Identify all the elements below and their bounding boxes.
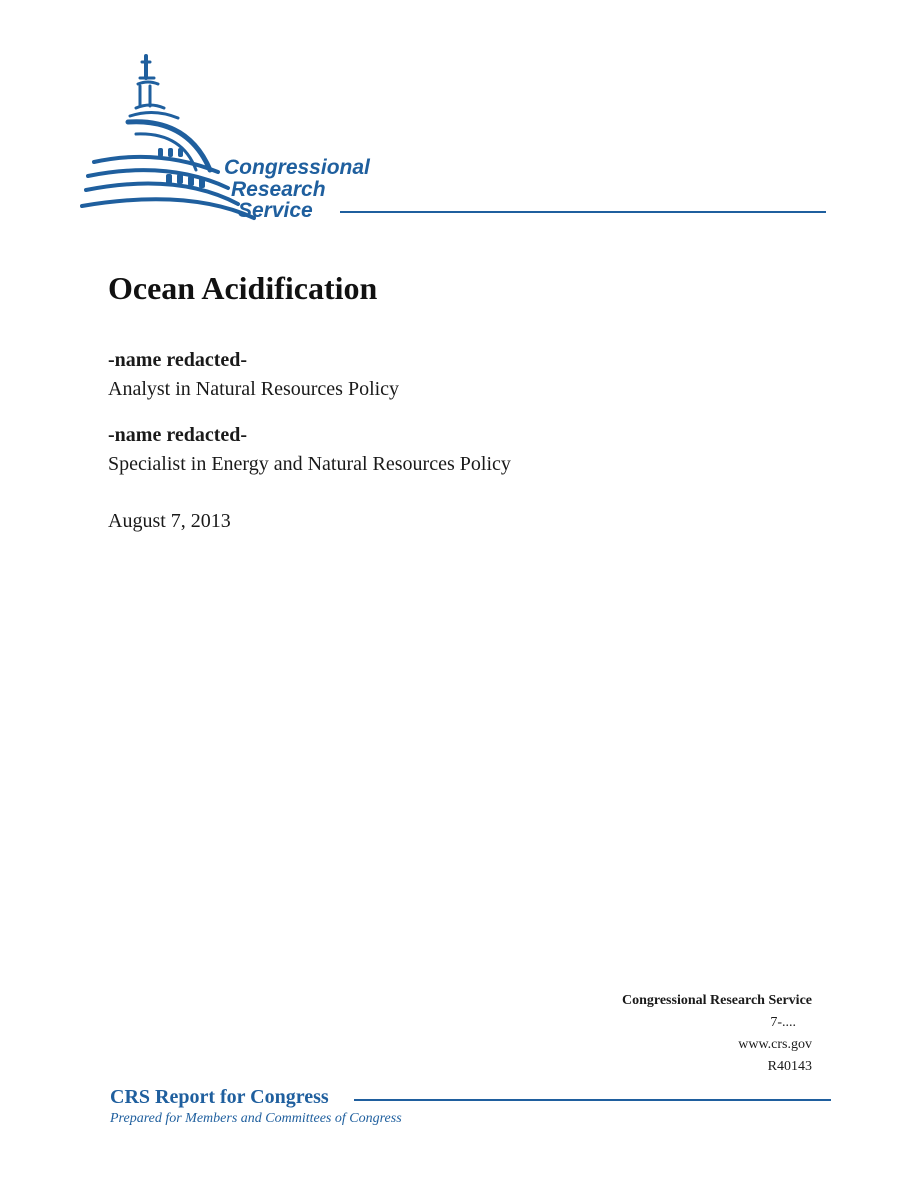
- logo-text-service: Service: [238, 199, 313, 222]
- logo-divider: [340, 211, 826, 213]
- logo-text-congressional: Congressional: [224, 156, 370, 179]
- author-role: Specialist in Energy and Natural Resources Policy: [108, 453, 511, 475]
- report-title: Ocean Acidification: [108, 270, 378, 306]
- publisher-info: [622, 990, 812, 1078]
- publisher-code: 7-....: [770, 1015, 796, 1030]
- publisher-org: Congressional Research Service: [621, 993, 812, 1008]
- logo-text-research: Research: [231, 178, 326, 201]
- footer-divider: [354, 1099, 831, 1101]
- footer-subtitle: Prepared for Members and Committees of Congress: [110, 1111, 402, 1126]
- author-name: -name redacted-: [108, 349, 248, 371]
- author-role: Analyst in Natural Resources Policy: [108, 378, 400, 400]
- report-number: R40143: [767, 1059, 812, 1074]
- publisher-url[interactable]: www.crs.gov: [738, 1037, 812, 1052]
- report-date: August 7, 2013: [108, 510, 231, 532]
- footer-title: CRS Report for Congress: [110, 1086, 329, 1108]
- author-name: -name redacted-: [108, 424, 248, 446]
